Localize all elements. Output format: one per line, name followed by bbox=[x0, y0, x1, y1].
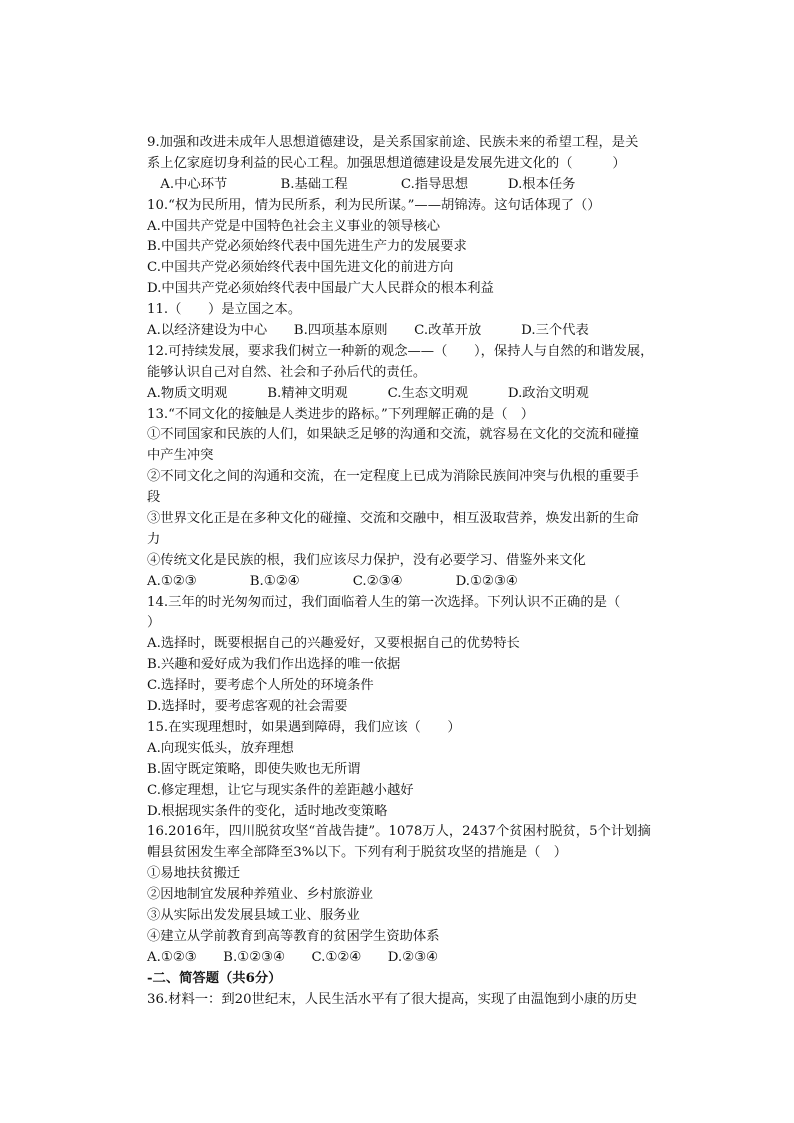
q14-option-c: C.选择时，要考虑个人所处的环境条件 bbox=[147, 678, 374, 694]
q11-stem: 11.（ ）是立国之本。 bbox=[147, 302, 302, 318]
q15-option-a: A.向现实低头，放弃理想 bbox=[147, 740, 294, 756]
q15-option-d: D.根据现实条件的变化，适时地改变策略 bbox=[147, 803, 388, 819]
q16-statement-1: ①易地扶贫搬迁 bbox=[147, 866, 241, 882]
q12-options: A.物质文明观 B.精神文明观 C.生态文明观 D.政治文明观 bbox=[147, 385, 589, 401]
q15-stem: 15.在实现理想时，如果遇到障碍，我们应该（ ） bbox=[147, 719, 461, 735]
q13-statement-3: ③世界文化正是在多种文化的碰撞、交流和交融中，相互汲取营养，焕发出新的生命 bbox=[147, 511, 639, 527]
q10-stem: 10.“权为民所用，情为民所系，利为民所谋。”——胡锦涛。这句话体现了（） bbox=[147, 197, 601, 213]
q11-options: A.以经济建设为中心 B.四项基本原则 C.改革开放 D.三个代表 bbox=[147, 323, 589, 339]
q9-options: A.中心环节 B.基础工程 C.指导思想 D.根本任务 bbox=[147, 176, 576, 192]
q13-statement-2: ②不同文化之间的沟通和交流，在一定程度上已成为消除民族间冲突与仇根的重要手 bbox=[147, 469, 639, 485]
q13-statement-1-cont: 中产生冲突 bbox=[147, 448, 214, 464]
q9-stem-line1: 9.加强和改进未成年人思想道德建设，是关系国家前途、民族未来的希望工程，是关 bbox=[147, 135, 639, 150]
q13-statement-1: ①不同国家和民族的人们，如果缺乏足够的沟通和交流，就容易在文化的交流和碰撞 bbox=[147, 427, 639, 443]
q16-statement-2: ②因地制宜发展种养殖业、乡村旅游业 bbox=[147, 887, 374, 903]
q13-stem: 13.“不同文化的接触是人类进步的路标。”下列理解正确的是（ ） bbox=[147, 406, 535, 422]
q14-option-b: B.兴趣和爱好成为我们作出选择的唯一依据 bbox=[147, 657, 401, 673]
q14-option-a: A.选择时，既要根据自己的兴趣爱好，又要根据自己的优势特长 bbox=[147, 636, 520, 652]
q15-option-b: B.固守既定策略，即使失败也无所谓 bbox=[147, 761, 361, 777]
q12-stem-line2: 能够认识自己对自然、社会和子孙后代的责任。 bbox=[147, 364, 427, 380]
q14-option-d: D.选择时，要考虑客观的社会需要 bbox=[147, 699, 348, 715]
q14-stem-cont: ） bbox=[147, 615, 161, 631]
q12-stem-line1: 12.可持续发展，要求我们树立一种新的观念——（ ），保持人与自然的和谐发展， bbox=[147, 343, 654, 359]
q13-statement-4: ④传统文化是民族的根，我们应该尽力保护，没有必要学习、借鉴外来文化 bbox=[147, 552, 586, 568]
q16-options: A.①②③ B.①②③④ C.①②④ D.②③④ bbox=[147, 949, 438, 965]
q10-option-c: C.中国共产党必须始终代表中国先进文化的前进方向 bbox=[147, 260, 454, 276]
q10-option-d: D.中国共产党必须始终代表中国最广大人民群众的根本利益 bbox=[147, 281, 494, 297]
q16-statement-3: ③从实际出发发展县域工业、服务业 bbox=[147, 907, 360, 923]
q15-option-c: C.修定理想，让它与现实条件的差距越小越好 bbox=[147, 782, 414, 798]
q16-stem-line1: 16.2016年，四川脱贫攻坚“首战告捷”。1078万人，2437个贫困村脱贫，5个计划摘 bbox=[147, 824, 651, 840]
q10-option-a: A.中国共产党是中国特色社会主义事业的领导核心 bbox=[147, 218, 441, 234]
q16-stem-line2: 帽县贫困发生率全部降至3%以下。下列有利于脱贫攻坚的措施是（ ） bbox=[147, 845, 567, 861]
q14-stem: 14.三年的时光匆匆而过，我们面临着人生的第一次选择。下列认识不正确的是（ bbox=[147, 594, 621, 610]
exam-text bbox=[147, 133, 677, 1010]
q36-material-line1: 36.材料一：到20世纪末，人民生活水平有了很大提高，实现了由温饱到小康的历史 bbox=[147, 991, 638, 1007]
q13-statement-2-cont: 段 bbox=[147, 490, 161, 506]
q16-statement-4: ④建立从学前教育到高等教育的贫困学生资助体系 bbox=[147, 928, 440, 944]
q13-options: A.①②③ B.①②④ C.②③④ D.①②③④ bbox=[147, 573, 518, 589]
q13-statement-3-cont: 力 bbox=[147, 531, 161, 547]
q9-stem-line2: 系上亿家庭切身利益的民心工程。加强思想道德建设是发展先进文化的（ ） bbox=[147, 155, 626, 171]
section-heading: -二、简答题（共6分） bbox=[147, 970, 282, 986]
q10-option-b: B.中国共产党必须始终代表中国先进生产力的发展要求 bbox=[147, 239, 467, 255]
